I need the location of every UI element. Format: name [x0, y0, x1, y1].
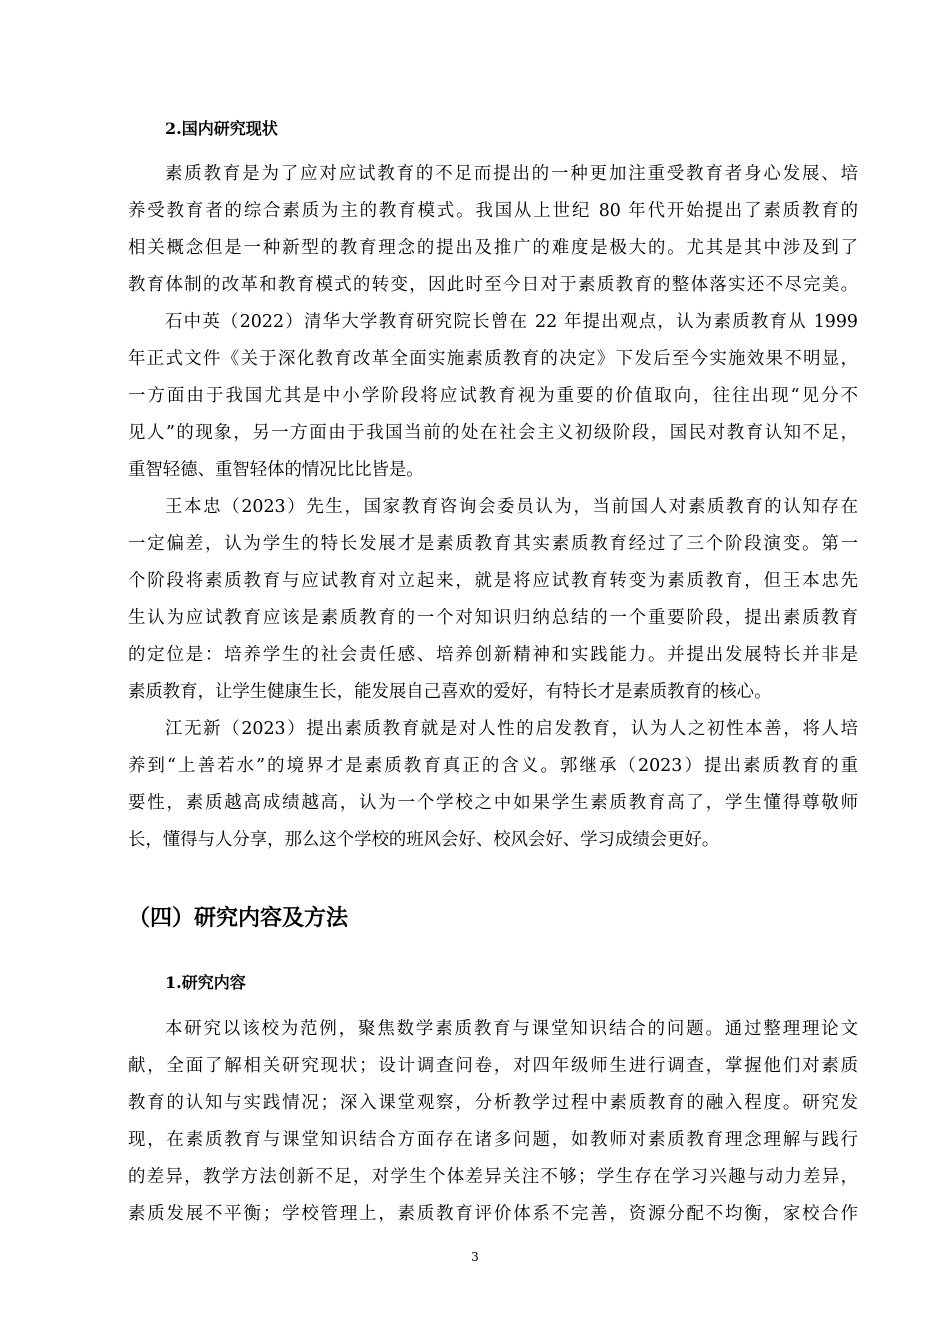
text-line: 养受教育者的综合素质为主的教育模式。我国从上世纪 80 年代开始提出了素质教育的 — [128, 201, 858, 221]
heading-research-content-methods: （四）研究内容及方法 — [128, 905, 349, 931]
text-line: 王本忠（2023）先生，国家教育咨询会委员认为，当前国人对素质教育的认知存在 — [165, 497, 858, 517]
text-line: 相关概念但是一种新型的教育理念的提出及推广的难度是极大的。尤其是其中涉及到了 — [128, 238, 858, 258]
text-line: 生认为应试教育应该是素质教育的一个对知识归纳总结的一个重要阶段，提出素质教育 — [128, 608, 858, 628]
text-line: 素质发展不平衡；学校管理上，素质教育评价体系不完善，资源分配不均衡，家校合作 — [128, 1204, 858, 1224]
text-line: 素质教育，让学生健康生长，能发展自己喜欢的爱好，有特长才是素质教育的核心。 — [128, 682, 772, 702]
page-number: 3 — [471, 1250, 479, 1264]
text-line: 的差异，教学方法创新不足，对学生个体差异关注不够；学生存在学习兴趣与动力差异， — [128, 1167, 858, 1187]
text-line: 献，全面了解相关研究现状；设计调查问卷，对四年级师生进行调查，掌握他们对素质 — [128, 1056, 858, 1076]
text-line: 教育的认知与实践情况；深入课堂观察，分析教学过程中素质教育的融入程度。研究发 — [128, 1093, 858, 1113]
heading-research-content: 1.研究内容 — [165, 973, 246, 992]
text-line: 一定偏差，认为学生的特长发展才是素质教育其实素质教育经过了三个阶段演变。第一 — [128, 534, 858, 554]
text-line: 的定位是：培养学生的社会责任感、培养创新精神和实践能力。并提出发展特长并非是 — [128, 645, 858, 665]
text-line: 一方面由于我国尤其是中小学阶段将应试教育视为重要的价值取向，往往出现“见分不 — [128, 386, 858, 406]
text-line: 重智轻德、重智轻体的情况比比皆是。 — [128, 460, 424, 480]
text-line: 本研究以该校为范例，聚焦数学素质教育与课堂知识结合的问题。通过整理理论文 — [165, 1019, 858, 1039]
heading-domestic-research: 2.国内研究现状 — [165, 119, 278, 138]
text-line: 长，懂得与人分享，那么这个学校的班风会好、校风会好、学习成绩会更好。 — [128, 830, 720, 850]
text-line: 见人”的现象，另一方面由于我国当前的处在社会主义初级阶段，国民对教育认知不足， — [128, 423, 858, 443]
text-line: 个阶段将素质教育与应试教育对立起来，就是将应试教育转变为素质教育，但王本忠先 — [128, 571, 858, 591]
text-line: 养到“上善若水”的境界才是素质教育真正的含义。郭继承（2023）提出素质教育的重 — [128, 756, 858, 776]
text-line: 江无新（2023）提出素质教育就是对人性的启发教育，认为人之初性本善，将人培 — [165, 719, 858, 739]
text-line: 要性，素质越高成绩越高，认为一个学校之中如果学生素质教育高了，学生懂得尊敬师 — [128, 793, 858, 813]
text-line: 现，在素质教育与课堂知识结合方面存在诸多问题，如教师对素质教育理念理解与践行 — [128, 1130, 858, 1150]
text-line: 素质教育是为了应对应试教育的不足而提出的一种更加注重受教育者身心发展、培 — [165, 164, 858, 184]
text-line: 石中英（2022）清华大学教育研究院长曾在 22 年提出观点，认为素质教育从 1999 — [165, 312, 858, 332]
text-line: 教育体制的改革和教育模式的转变，因此时至今日对于素质教育的整体落实还不尽完美。 — [128, 275, 858, 295]
text-line: 年正式文件《关于深化教育改革全面实施素质教育的决定》下发后至今实施效果不明显， — [128, 349, 858, 369]
